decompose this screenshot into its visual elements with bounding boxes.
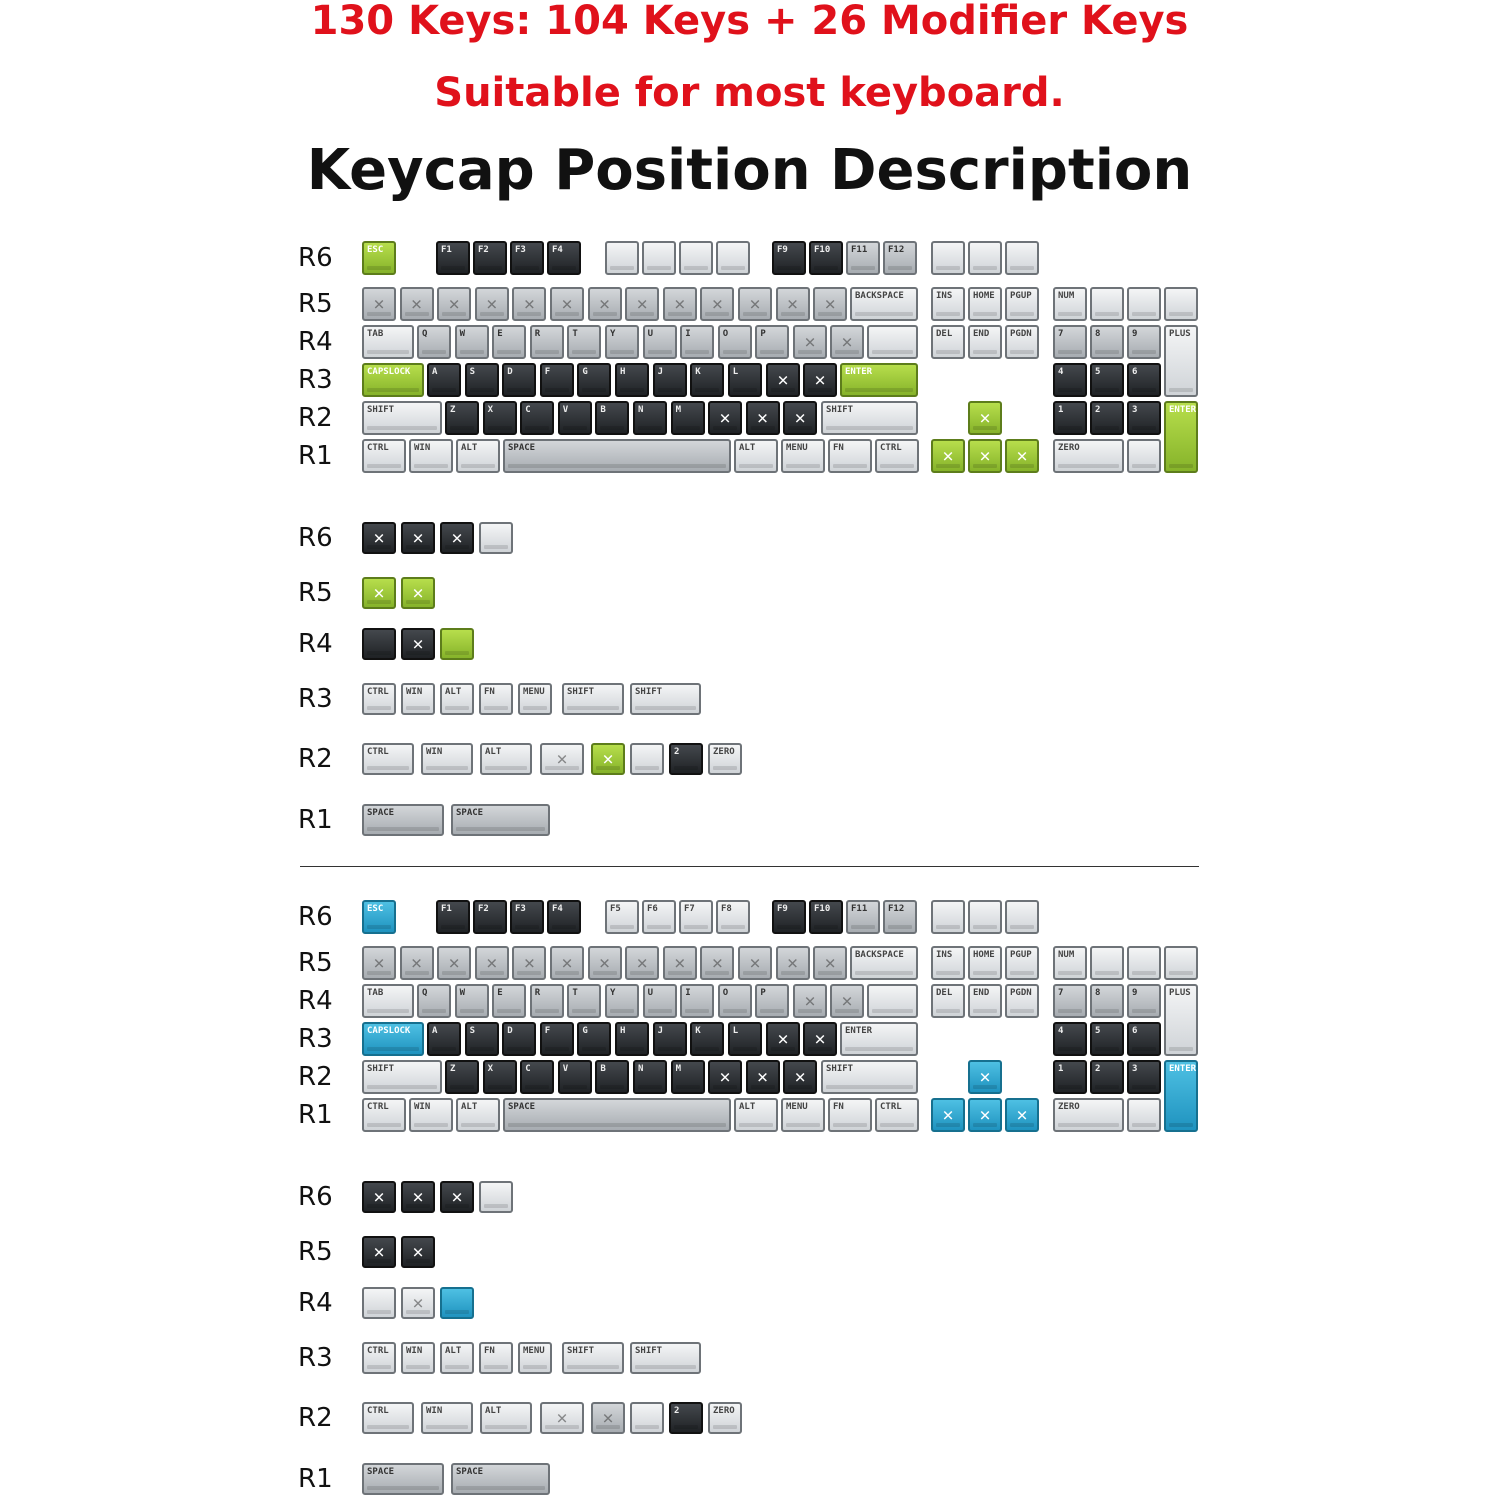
key-home: HOME bbox=[968, 946, 1002, 980]
key-f11: F11 bbox=[846, 241, 880, 275]
key-k: K bbox=[690, 363, 724, 397]
row-label-r2: R2 bbox=[298, 403, 333, 433]
key-ctrl-left: CTRL bbox=[362, 439, 406, 473]
key-bracket-right bbox=[830, 325, 864, 359]
key-arrow bbox=[1005, 1098, 1039, 1132]
key-nav-top bbox=[1005, 241, 1039, 275]
key-backspace: BACKSPACE bbox=[850, 287, 918, 321]
key-extra-icon bbox=[401, 1287, 435, 1319]
key-n: N bbox=[633, 1060, 667, 1094]
key-extra-alt: ALT bbox=[440, 1342, 474, 1374]
key-number-row bbox=[475, 946, 509, 980]
key-extra-stripe bbox=[479, 1181, 513, 1213]
key-extra-shift: SHIFT bbox=[562, 683, 624, 715]
key-numpad-enter: ENTER bbox=[1164, 401, 1198, 473]
key-extra-win: WIN bbox=[401, 683, 435, 715]
key-bracket-left bbox=[793, 984, 827, 1018]
key-m: M bbox=[671, 401, 705, 435]
key-extra-icon bbox=[362, 1181, 396, 1213]
key-numpad-9: 9 bbox=[1127, 325, 1161, 359]
key-extra-icon bbox=[591, 1402, 625, 1434]
key-num: NUM bbox=[1053, 946, 1087, 980]
key-f12: F12 bbox=[883, 241, 917, 275]
key-arrow bbox=[968, 439, 1002, 473]
key-win-left: WIN bbox=[409, 1098, 453, 1132]
key-f10: F10 bbox=[809, 900, 843, 934]
key-f2: F2 bbox=[473, 900, 507, 934]
key-bracket-left bbox=[793, 325, 827, 359]
key-number-row bbox=[550, 946, 584, 980]
row-label-r6: R6 bbox=[298, 1182, 333, 1212]
key-number-row bbox=[663, 946, 697, 980]
key-numpad-dot bbox=[1127, 439, 1161, 473]
row-label-r3: R3 bbox=[298, 1343, 333, 1373]
key-q: Q bbox=[417, 325, 451, 359]
key-menu: MENU bbox=[781, 1098, 825, 1132]
key-f9: F9 bbox=[772, 241, 806, 275]
row-label-r5: R5 bbox=[298, 578, 333, 608]
key-pgup: PGUP bbox=[1005, 287, 1039, 321]
key-numpad-dot bbox=[1127, 1098, 1161, 1132]
key-number-row bbox=[362, 287, 396, 321]
key-g: G bbox=[577, 1022, 611, 1056]
key-extra-icon bbox=[401, 1181, 435, 1213]
key-f1: F1 bbox=[436, 900, 470, 934]
key-r: R bbox=[530, 984, 564, 1018]
key-fn: FN bbox=[828, 1098, 872, 1132]
key-extra-digit: 2 bbox=[669, 1402, 703, 1434]
row-label-r6: R6 bbox=[298, 243, 333, 273]
key-nav-top bbox=[968, 241, 1002, 275]
key-f: F bbox=[540, 363, 574, 397]
key-numpad-9: 9 bbox=[1127, 984, 1161, 1018]
key-t: T bbox=[567, 325, 601, 359]
key-numpad-7: 7 bbox=[1053, 984, 1087, 1018]
key-win-left: WIN bbox=[409, 439, 453, 473]
key-v: V bbox=[558, 401, 592, 435]
row-label-r1: R1 bbox=[298, 1100, 333, 1130]
key-number-row bbox=[738, 287, 772, 321]
key-a: A bbox=[427, 363, 461, 397]
key-l: L bbox=[728, 1022, 762, 1056]
key-number-row bbox=[625, 287, 659, 321]
key-y: Y bbox=[605, 325, 639, 359]
key-i: I bbox=[680, 984, 714, 1018]
key-f5: F5 bbox=[605, 900, 639, 934]
key-extra-icon bbox=[401, 577, 435, 609]
key-number-row bbox=[625, 946, 659, 980]
key-s: S bbox=[465, 1022, 499, 1056]
key-end: END bbox=[968, 984, 1002, 1018]
key-numpad-op bbox=[1127, 946, 1161, 980]
key-space: SPACE bbox=[503, 439, 731, 473]
key-number-row bbox=[663, 287, 697, 321]
key-e: E bbox=[492, 984, 526, 1018]
key-f6 bbox=[642, 241, 676, 275]
key-del: DEL bbox=[931, 325, 965, 359]
key-number-row bbox=[700, 946, 734, 980]
key-numpad-7: 7 bbox=[1053, 325, 1087, 359]
key-f7 bbox=[679, 241, 713, 275]
key-pgdn: PGDN bbox=[1005, 325, 1039, 359]
row-label-r4: R4 bbox=[298, 629, 333, 659]
key-number-row bbox=[362, 946, 396, 980]
key-extra-icon bbox=[362, 577, 396, 609]
key-extra-fn: FN bbox=[479, 1342, 513, 1374]
row-label-r3: R3 bbox=[298, 365, 333, 395]
key-extra-icon bbox=[401, 628, 435, 660]
key-numpad-8: 8 bbox=[1090, 325, 1124, 359]
row-label-r3: R3 bbox=[298, 1024, 333, 1054]
key-number-row bbox=[588, 287, 622, 321]
key-d: D bbox=[502, 1022, 536, 1056]
key-y: Y bbox=[605, 984, 639, 1018]
key-t: T bbox=[567, 984, 601, 1018]
key-numpad-plus: PLUS bbox=[1164, 325, 1198, 397]
key-extra-fn: FN bbox=[479, 683, 513, 715]
row-label-r6: R6 bbox=[298, 523, 333, 553]
key-extra-alt: ALT bbox=[440, 683, 474, 715]
key-extra-zero: ZERO bbox=[708, 1402, 742, 1434]
key-backspace: BACKSPACE bbox=[850, 946, 918, 980]
page-title: Keycap Position Description bbox=[306, 138, 1193, 203]
key-fn: FN bbox=[828, 439, 872, 473]
key-numpad-plus: PLUS bbox=[1164, 984, 1198, 1056]
key-number-row bbox=[813, 287, 847, 321]
key-number-row bbox=[588, 946, 622, 980]
key-pgup: PGUP bbox=[1005, 946, 1039, 980]
key-home: HOME bbox=[968, 287, 1002, 321]
key-arrow bbox=[968, 1098, 1002, 1132]
key-semicolon bbox=[766, 363, 800, 397]
key-h: H bbox=[615, 1022, 649, 1056]
key-u: U bbox=[643, 984, 677, 1018]
key-q: Q bbox=[417, 984, 451, 1018]
key-o: O bbox=[718, 325, 752, 359]
key-arrow bbox=[931, 439, 965, 473]
key-semicolon bbox=[766, 1022, 800, 1056]
key-extra-space: SPACE bbox=[362, 804, 444, 836]
row-label-r1: R1 bbox=[298, 805, 333, 835]
key-number-row bbox=[475, 287, 509, 321]
key-numpad-enter: ENTER bbox=[1164, 1060, 1198, 1132]
key-extra-win: WIN bbox=[401, 1342, 435, 1374]
key-capslock: CAPSLOCK bbox=[362, 1022, 424, 1056]
key-ctrl-right: CTRL bbox=[875, 1098, 919, 1132]
key-number-row bbox=[813, 946, 847, 980]
key-numpad-5: 5 bbox=[1090, 1022, 1124, 1056]
key-extra-space: SPACE bbox=[362, 1463, 444, 1495]
key-extra-dot bbox=[362, 628, 396, 660]
key-extra-icon bbox=[401, 1236, 435, 1268]
key-extra-icon bbox=[362, 1236, 396, 1268]
headline-compatibility: Suitable for most keyboard. bbox=[434, 70, 1065, 116]
key-number-row bbox=[738, 946, 772, 980]
key-extra-zero: ZERO bbox=[708, 743, 742, 775]
key-l: L bbox=[728, 363, 762, 397]
key-extra-stripe bbox=[630, 743, 664, 775]
key-i: I bbox=[680, 325, 714, 359]
key-extra-icon bbox=[540, 1402, 584, 1434]
key-numpad-4: 4 bbox=[1053, 363, 1087, 397]
key-numpad-2: 2 bbox=[1090, 1060, 1124, 1094]
row-label-r6: R6 bbox=[298, 902, 333, 932]
key-extra-shift: SHIFT bbox=[630, 1342, 701, 1374]
key-del: DEL bbox=[931, 984, 965, 1018]
key-tab: TAB bbox=[362, 984, 414, 1018]
key-z: Z bbox=[445, 401, 479, 435]
key-numpad-4: 4 bbox=[1053, 1022, 1087, 1056]
row-label-r3: R3 bbox=[298, 684, 333, 714]
key-numpad-zero: ZERO bbox=[1053, 1098, 1124, 1132]
key-f12: F12 bbox=[883, 900, 917, 934]
key-c: C bbox=[520, 1060, 554, 1094]
row-label-r5: R5 bbox=[298, 948, 333, 978]
key-tab: TAB bbox=[362, 325, 414, 359]
key-enter: ENTER bbox=[840, 363, 918, 397]
row-label-r1: R1 bbox=[298, 441, 333, 471]
key-backslash bbox=[867, 984, 918, 1018]
key-f4: F4 bbox=[547, 900, 581, 934]
key-extra-icon bbox=[362, 522, 396, 554]
key-m: M bbox=[671, 1060, 705, 1094]
key-h: H bbox=[615, 363, 649, 397]
key-punctuation bbox=[746, 401, 780, 435]
row-label-r2: R2 bbox=[298, 744, 333, 774]
key-extra-ctrl: CTRL bbox=[362, 683, 396, 715]
key-r: R bbox=[530, 325, 564, 359]
key-number-row bbox=[550, 287, 584, 321]
row-label-r5: R5 bbox=[298, 289, 333, 319]
key-ctrl-right: CTRL bbox=[875, 439, 919, 473]
key-menu: MENU bbox=[781, 439, 825, 473]
key-numpad-1: 1 bbox=[1053, 1060, 1087, 1094]
key-f1: F1 bbox=[436, 241, 470, 275]
key-w: W bbox=[455, 325, 489, 359]
key-ctrl-left: CTRL bbox=[362, 1098, 406, 1132]
key-enter: ENTER bbox=[840, 1022, 918, 1056]
key-alt-right: ALT bbox=[734, 1098, 778, 1132]
key-extra-shift: SHIFT bbox=[630, 683, 701, 715]
row-label-r4: R4 bbox=[298, 1288, 333, 1318]
key-u: U bbox=[643, 325, 677, 359]
key-extra-icon bbox=[440, 1181, 474, 1213]
key-numpad-2: 2 bbox=[1090, 401, 1124, 435]
key-esc: ESC bbox=[362, 900, 396, 934]
key-quote bbox=[803, 1022, 837, 1056]
key-extra-dot bbox=[362, 1287, 396, 1319]
key-extra-stripe bbox=[440, 1287, 474, 1319]
key-f11: F11 bbox=[846, 900, 880, 934]
key-number-row bbox=[437, 287, 471, 321]
key-arrow bbox=[931, 1098, 965, 1132]
key-f6: F6 bbox=[642, 900, 676, 934]
key-quote bbox=[803, 363, 837, 397]
key-f8 bbox=[716, 241, 750, 275]
key-nav-top bbox=[931, 241, 965, 275]
row-label-r5: R5 bbox=[298, 1237, 333, 1267]
key-shift-left: SHIFT bbox=[362, 401, 442, 435]
key-number-row bbox=[437, 946, 471, 980]
key-nav-top bbox=[931, 900, 965, 934]
key-punctuation bbox=[746, 1060, 780, 1094]
key-alt-left: ALT bbox=[456, 1098, 500, 1132]
key-numpad-op bbox=[1090, 287, 1124, 321]
key-punctuation bbox=[783, 1060, 817, 1094]
key-x: X bbox=[483, 1060, 517, 1094]
headline-key-count: 130 Keys: 104 Keys + 26 Modifier Keys bbox=[310, 0, 1189, 44]
key-f: F bbox=[540, 1022, 574, 1056]
key-space: SPACE bbox=[503, 1098, 731, 1132]
key-extra-menu: MENU bbox=[518, 683, 552, 715]
key-nav-top bbox=[968, 900, 1002, 934]
key-b: B bbox=[595, 1060, 629, 1094]
row-label-r2: R2 bbox=[298, 1062, 333, 1092]
key-o: O bbox=[718, 984, 752, 1018]
key-numpad-op bbox=[1127, 287, 1161, 321]
key-z: Z bbox=[445, 1060, 479, 1094]
key-f5 bbox=[605, 241, 639, 275]
key-ins: INS bbox=[931, 946, 965, 980]
key-extra-shift: SHIFT bbox=[562, 1342, 624, 1374]
section-divider bbox=[300, 866, 1199, 867]
key-s: S bbox=[465, 363, 499, 397]
key-x: X bbox=[483, 401, 517, 435]
key-f3: F3 bbox=[510, 900, 544, 934]
key-f10: F10 bbox=[809, 241, 843, 275]
key-j: J bbox=[653, 1022, 687, 1056]
key-extra-win: WIN bbox=[421, 1402, 473, 1434]
key-number-row bbox=[512, 946, 546, 980]
key-p: P bbox=[755, 984, 789, 1018]
key-alt-left: ALT bbox=[456, 439, 500, 473]
key-n: N bbox=[633, 401, 667, 435]
key-numpad-op bbox=[1090, 946, 1124, 980]
key-extra-space: SPACE bbox=[451, 1463, 550, 1495]
key-number-row bbox=[776, 287, 810, 321]
key-f3: F3 bbox=[510, 241, 544, 275]
key-punctuation bbox=[708, 401, 742, 435]
row-label-r2: R2 bbox=[298, 1403, 333, 1433]
key-p: P bbox=[755, 325, 789, 359]
key-shift-right: SHIFT bbox=[821, 1060, 918, 1094]
key-numpad-3: 3 bbox=[1127, 1060, 1161, 1094]
key-nav-top bbox=[1005, 900, 1039, 934]
key-extra-digit: 2 bbox=[669, 743, 703, 775]
key-backslash bbox=[867, 325, 918, 359]
key-c: C bbox=[520, 401, 554, 435]
key-w: W bbox=[455, 984, 489, 1018]
key-extra-icon bbox=[591, 743, 625, 775]
key-d: D bbox=[502, 363, 536, 397]
key-extra-space: SPACE bbox=[451, 804, 550, 836]
key-numpad-zero: ZERO bbox=[1053, 439, 1124, 473]
key-extra-ctrl: CTRL bbox=[362, 1342, 396, 1374]
key-extra-icon bbox=[540, 743, 584, 775]
row-label-r4: R4 bbox=[298, 327, 333, 357]
key-f7: F7 bbox=[679, 900, 713, 934]
key-f8: F8 bbox=[716, 900, 750, 934]
key-e: E bbox=[492, 325, 526, 359]
key-arrow-up bbox=[968, 1060, 1002, 1094]
key-v: V bbox=[558, 1060, 592, 1094]
key-numpad-3: 3 bbox=[1127, 401, 1161, 435]
key-b: B bbox=[595, 401, 629, 435]
key-bracket-right bbox=[830, 984, 864, 1018]
key-j: J bbox=[653, 363, 687, 397]
key-numpad-5: 5 bbox=[1090, 363, 1124, 397]
key-esc: ESC bbox=[362, 241, 396, 275]
key-end: END bbox=[968, 325, 1002, 359]
key-numpad-op bbox=[1164, 946, 1198, 980]
key-a: A bbox=[427, 1022, 461, 1056]
key-numpad-6: 6 bbox=[1127, 1022, 1161, 1056]
key-punctuation bbox=[783, 401, 817, 435]
key-g: G bbox=[577, 363, 611, 397]
key-numpad-1: 1 bbox=[1053, 401, 1087, 435]
key-number-row bbox=[776, 946, 810, 980]
key-alt-right: ALT bbox=[734, 439, 778, 473]
row-label-r1: R1 bbox=[298, 1464, 333, 1494]
key-numpad-6: 6 bbox=[1127, 363, 1161, 397]
key-extra-alt: ALT bbox=[480, 1402, 532, 1434]
key-capslock: CAPSLOCK bbox=[362, 363, 424, 397]
key-extra-menu: MENU bbox=[518, 1342, 552, 1374]
key-arrow bbox=[1005, 439, 1039, 473]
key-extra-stripe bbox=[440, 628, 474, 660]
key-num: NUM bbox=[1053, 287, 1087, 321]
key-numpad-8: 8 bbox=[1090, 984, 1124, 1018]
key-number-row bbox=[400, 946, 434, 980]
key-extra-ctrl: CTRL bbox=[362, 743, 414, 775]
key-punctuation bbox=[708, 1060, 742, 1094]
key-number-row bbox=[700, 287, 734, 321]
key-ins: INS bbox=[931, 287, 965, 321]
key-extra-stripe bbox=[479, 522, 513, 554]
key-arrow-up bbox=[968, 401, 1002, 435]
key-number-row bbox=[512, 287, 546, 321]
key-shift-right: SHIFT bbox=[821, 401, 918, 435]
key-extra-ctrl: CTRL bbox=[362, 1402, 414, 1434]
key-extra-icon bbox=[401, 522, 435, 554]
key-extra-alt: ALT bbox=[480, 743, 532, 775]
key-extra-icon bbox=[440, 522, 474, 554]
key-f9: F9 bbox=[772, 900, 806, 934]
key-number-row bbox=[400, 287, 434, 321]
key-numpad-op bbox=[1164, 287, 1198, 321]
key-shift-left: SHIFT bbox=[362, 1060, 442, 1094]
key-k: K bbox=[690, 1022, 724, 1056]
key-extra-win: WIN bbox=[421, 743, 473, 775]
key-extra-stripe bbox=[630, 1402, 664, 1434]
row-label-r4: R4 bbox=[298, 986, 333, 1016]
key-f4: F4 bbox=[547, 241, 581, 275]
key-pgdn: PGDN bbox=[1005, 984, 1039, 1018]
key-f2: F2 bbox=[473, 241, 507, 275]
